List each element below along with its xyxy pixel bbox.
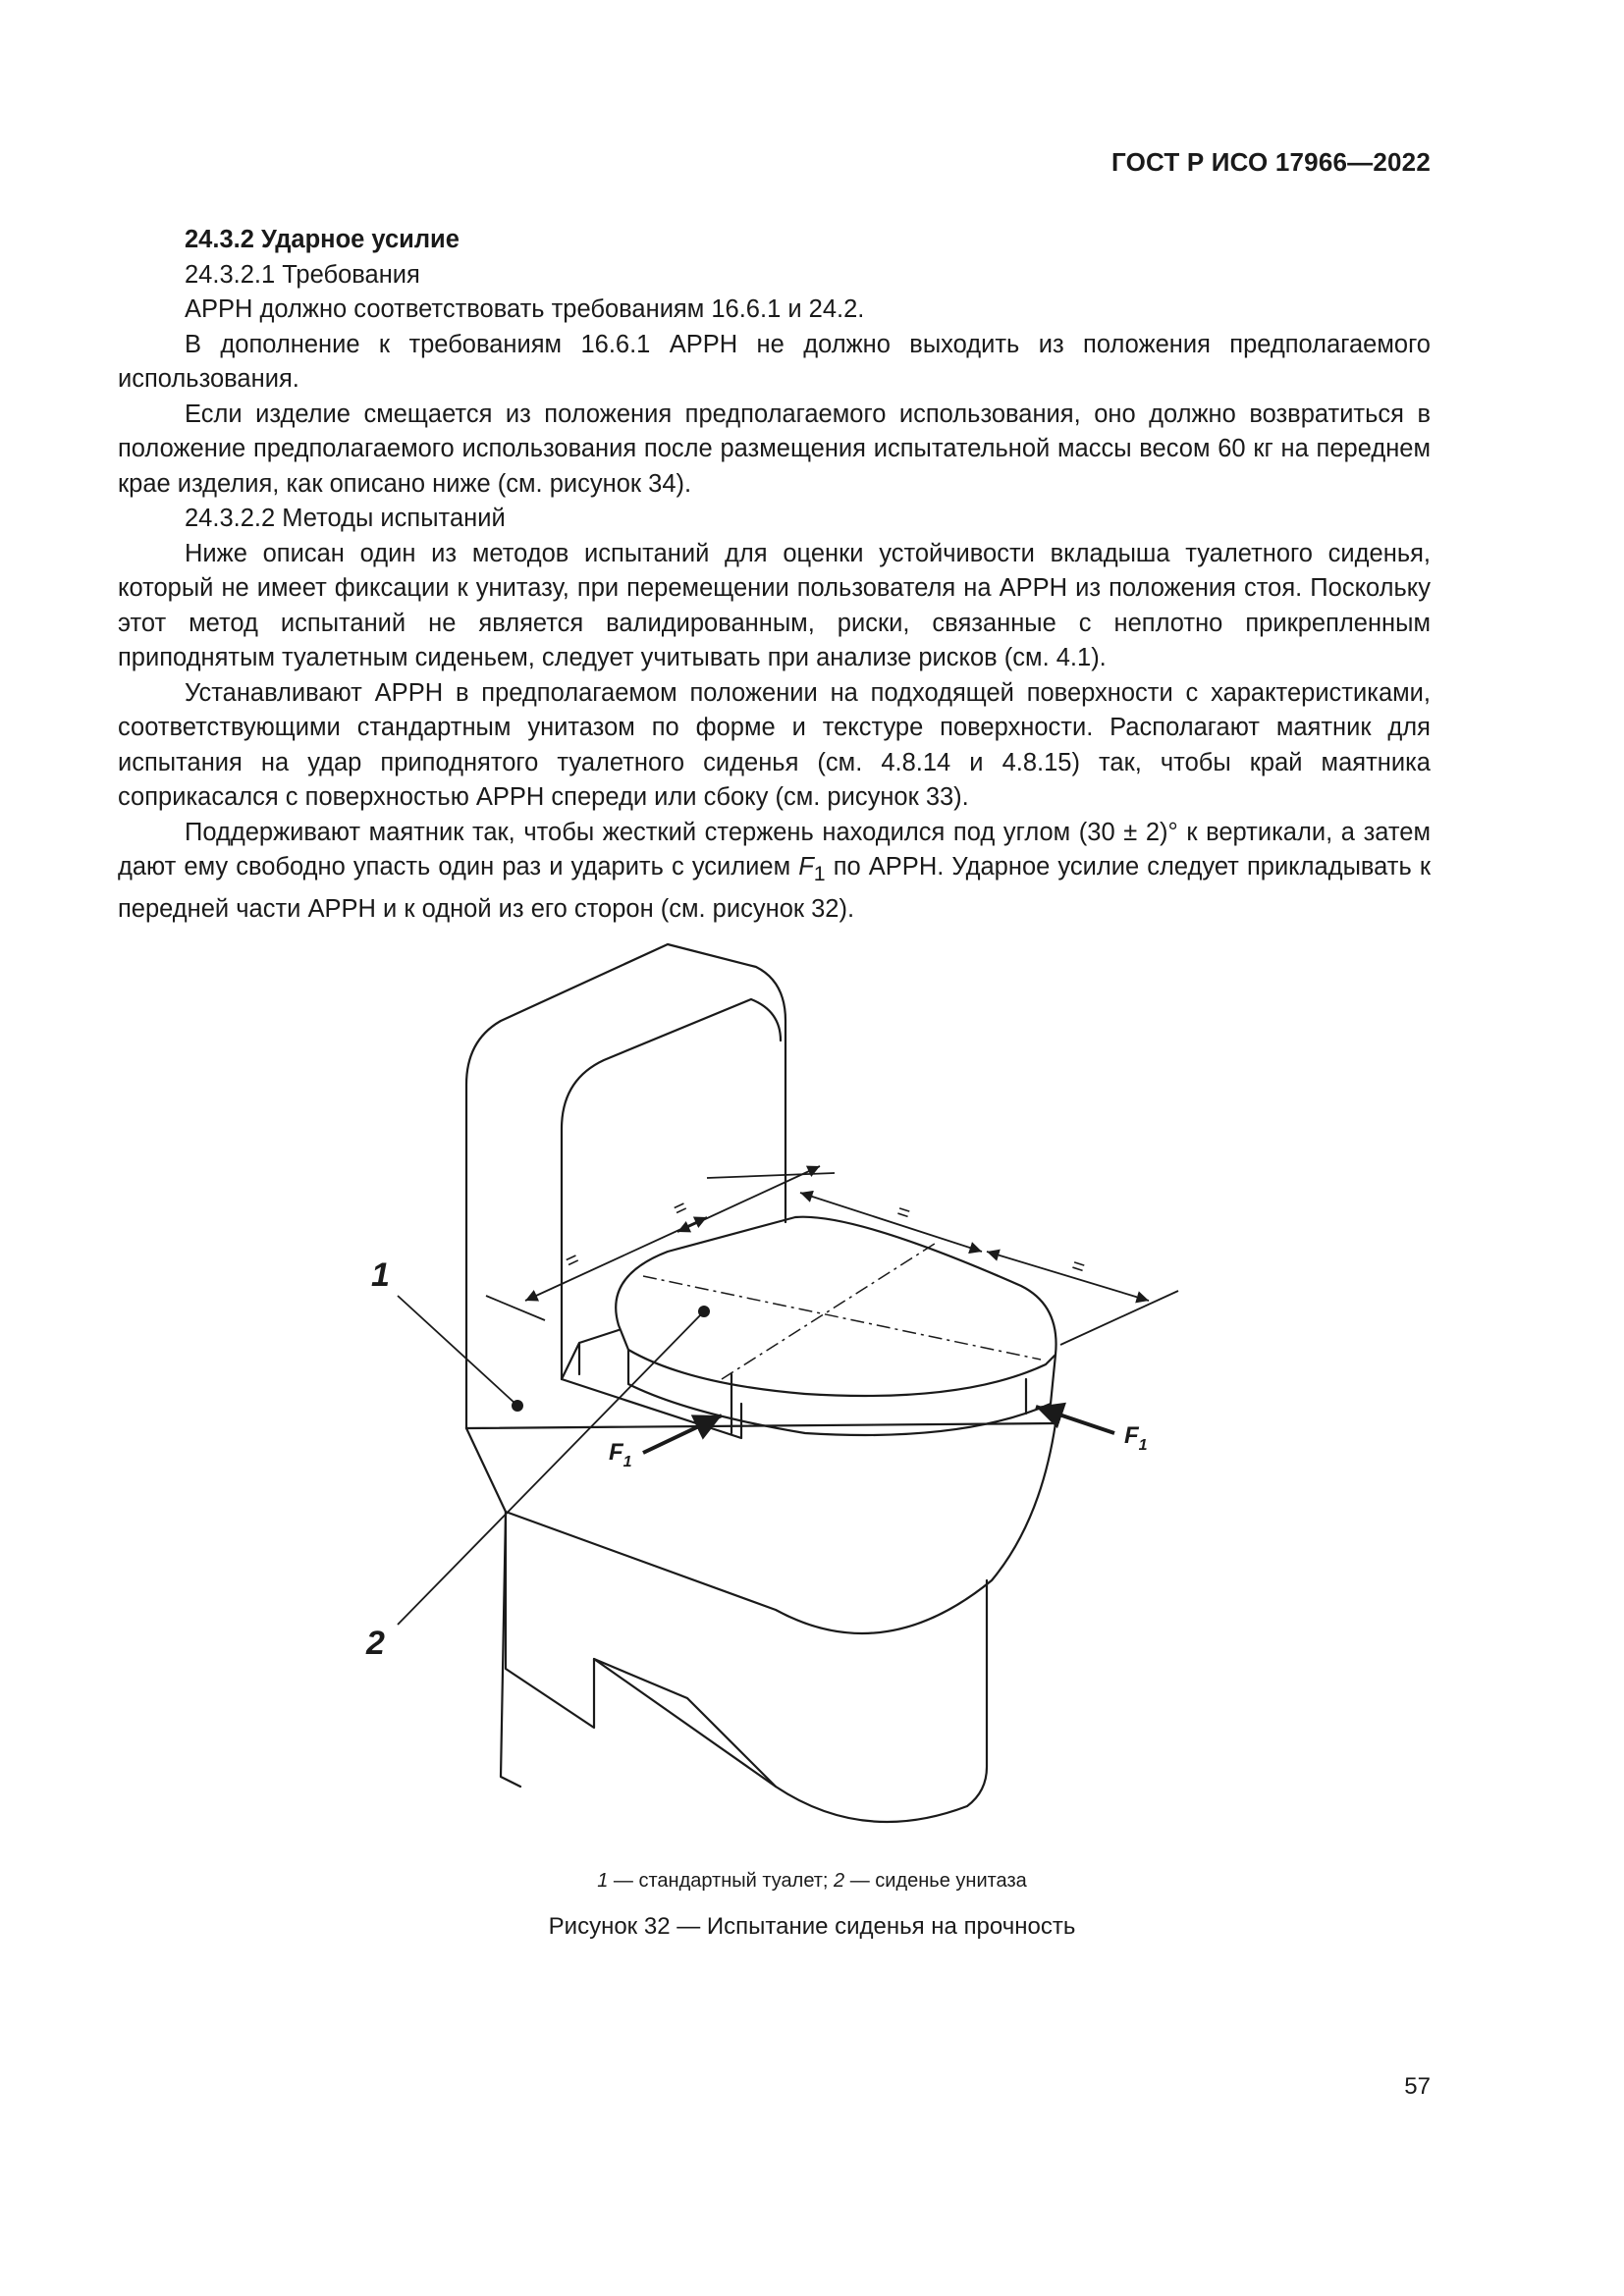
equal-mark-3: = [893,1198,914,1226]
legend-item1-text: — стандартный туалет; [608,1870,835,1892]
paragraph: Если изделие смещается из положения предполагаемого использования, оно должно возвратиться в положение предполагаемого использования после размещения испытательной массы весом 60 кг на переднем крае изделия, как описано ниже (см. рисунок 34). [118,400,1431,498]
dimension-line-right-1 [800,1193,982,1252]
platform-step [562,1330,741,1438]
force-label-front-symbol: F [609,1439,623,1466]
dimension-line-right-2 [987,1252,1149,1301]
force-label-front-subscript: 1 [623,1454,632,1470]
figure-caption: Рисунок 32 — Испытание сиденья на прочность [548,1913,1076,1940]
figure-legend [0,1870,1624,1893]
paragraph-text-after: по APPH. Ударное усилие следует прикладывать к передней части APPH и к одной из его сторон (см. рисунок 32). [118,853,1431,923]
equal-mark-1: = [561,1246,583,1274]
equal-mark-2: = [669,1194,691,1222]
reference-point-1 [512,1400,523,1412]
section-heading: 24.3.2 Ударное усилие [185,226,460,253]
paragraph: Ниже описан один из методов испытаний для оценки устойчивости вкладыша туалетного сиденья, который не имеет фиксации к унитазу, при перемещении пользователя на APPH из положения стоя. Поскольку этот метод испытаний не является валидированным, риски, связанные с неплотно прикрепленным приподнятым туалетным сиденьем, следует учитывать при анализе рисков (см. 4.1). [118,539,1431,671]
dimension-line-left [525,1217,707,1301]
seat-centerline-short [722,1242,938,1379]
extension-line-3 [1060,1291,1178,1345]
force-label-front [609,1439,632,1470]
toilet-tank-outline [466,944,785,1428]
legend-item2-number: 2 [834,1870,845,1892]
paragraph: Устанавливают APPH в предполагаемом положении на подходящей поверхности с характеристиками, соответствующими стандартным унитазом по форме и текстуре поверхности. Располагают маятник для испытания на удар приподнятого туалетного сиденья (см. 4.8.14 и 4.8.15) так, чтобы край маятника соприкасался с поверхностью APPH спереди или сбоку (см. рисунок 33). [118,678,1431,811]
leader-line-1 [398,1296,515,1404]
toilet-diagram-svg [334,933,1218,1836]
document-body [118,223,1431,927]
force-arrow-side [1036,1407,1114,1433]
force-label-side-subscript: 1 [1138,1437,1148,1454]
legend-item1-number: 1 [597,1870,609,1892]
toilet-body-outline [466,1423,1056,1787]
extension-line-2 [707,1173,835,1178]
equal-mark-4: = [1068,1252,1089,1280]
paragraph-text-before: Поддерживают маятник так, чтобы жесткий стержень находился под углом (30 ± 2)° к вертикали, а затем дают ему свободно упасть один раз и ударить с усилием [118,818,1431,881]
figure-toilet-diagram [334,933,1218,1836]
paragraph: APPH должно соответствовать требованиям 16.6.1 и 24.2. [185,295,865,323]
paragraph-with-formula [118,816,1431,928]
leader-line-2 [398,1313,702,1625]
document-header: ГОСТ Р ИСО 17966—2022 [1110,147,1431,177]
toilet-tank-inner [562,999,781,1379]
force-label-side [1124,1422,1148,1454]
seat-centerline-long [643,1276,1041,1360]
paragraph: В дополнение к требованиям 16.6.1 APPH не должно выходить из положения предполагаемого использования. [118,330,1431,393]
legend-item2-text: — сиденье унитаза [844,1870,1027,1892]
reference-point-2 [698,1306,710,1317]
force-subscript: 1 [813,862,826,886]
toilet-base [506,1512,987,1822]
force-arrow-front [643,1415,722,1453]
subsection-heading-methods: 24.3.2.2 Методы испытаний [185,505,506,532]
label-1: 1 [371,1256,390,1294]
force-label-side-symbol: F [1124,1422,1139,1449]
label-2: 2 [366,1625,385,1662]
page-number: 57 [1404,2073,1431,2100]
force-symbol: F [798,853,814,881]
subsection-heading-requirements: 24.3.2.1 Требования [185,260,420,289]
extension-line-1 [486,1296,545,1320]
